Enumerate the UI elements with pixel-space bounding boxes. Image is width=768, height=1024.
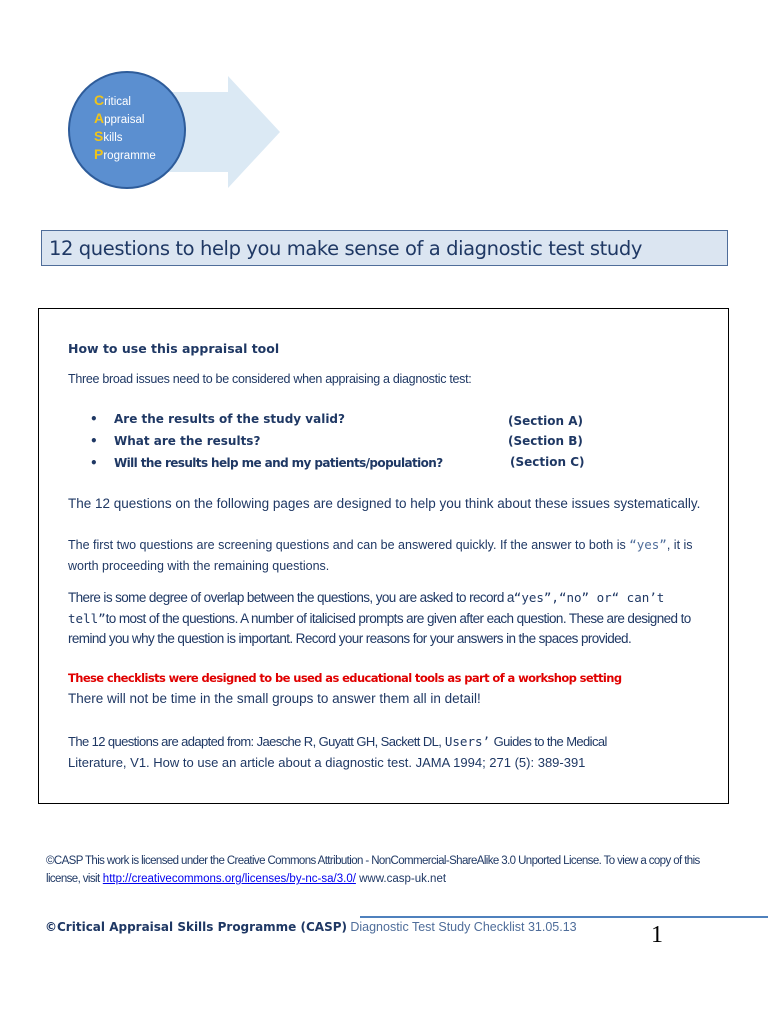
issue-label: What are the results? bbox=[114, 434, 261, 448]
intro-text: Three broad issues need to be considered when appraising a diagnostic test: bbox=[68, 372, 472, 386]
paragraph-time: There will not be time in the small groups to answer them all in detail! bbox=[68, 691, 481, 706]
license-text: ©CASP This work is licensed under the Creative Commons Attribution - NonCommercial-ShareAlike 3.0 Unported License. To view a copy of this license, visit bbox=[46, 855, 700, 885]
issue-label: Are the results of the study valid? bbox=[114, 412, 345, 426]
paragraph-overlap: There is some degree of overlap between the questions, you are asked to record a“yes”,“no” or“ can’t tell”to most of the questions. A number of italicised prompts are given after each question. These are designed to remind you why the question is important. Record your reasons for your answers in the spaces provided. bbox=[68, 590, 691, 646]
workshop-warning: These checklists were designed to be used as educational tools as part of a workshop setting bbox=[68, 671, 622, 685]
footer-org: ©Critical Appraisal Skills Programme (CASP) bbox=[45, 920, 347, 934]
paragraph-systematic: The 12 questions on the following pages are designed to help you think about these issues systematically. bbox=[68, 496, 701, 511]
footer-divider bbox=[360, 916, 768, 918]
footer-doc-title: Diagnostic Test Study Checklist 31.05.13 bbox=[350, 920, 577, 934]
footer bbox=[45, 920, 577, 934]
section-c-label: (Section C) bbox=[510, 455, 585, 469]
bullet-icon: • bbox=[90, 456, 98, 470]
page-title: 12 questions to help you make sense of a diagnostic test study bbox=[41, 230, 728, 266]
paragraph-screening: The first two questions are screening questions and can be answered quickly. If the answer to both is “yes”, it is worth proceeding with the remaining questions. bbox=[68, 537, 693, 573]
logo-line-critical: Critical bbox=[94, 92, 131, 108]
how-to-heading: How to use this appraisal tool bbox=[68, 341, 280, 356]
logo-wordmark bbox=[94, 92, 156, 164]
license-notice bbox=[46, 852, 726, 888]
section-b-label: (Section B) bbox=[508, 434, 583, 448]
website-text: www.casp-uk.net bbox=[359, 873, 447, 885]
page-number: 1 bbox=[651, 922, 663, 948]
casp-logo bbox=[60, 70, 290, 200]
logo-line-appraisal: Appraisal bbox=[94, 110, 145, 126]
appraisal-instructions-panel bbox=[38, 308, 729, 804]
issue-label: Will the results help me and my patients/population? bbox=[114, 456, 443, 470]
bullet-icon: • bbox=[90, 412, 98, 426]
license-link[interactable]: http://creativecommons.org/licenses/by-nc-sa/3.0/ bbox=[102, 873, 356, 885]
logo-line-programme: Programme bbox=[94, 146, 156, 162]
paragraph-adapted: The 12 questions are adapted from: Jaesche R, Guyatt GH, Sackett DL, Users’ Guides to the Medical Literature, V1. How to use an article about a diagnostic test. JAMA 1994; 271 (5): 389-391 bbox=[68, 734, 607, 770]
section-a-label: (Section A) bbox=[508, 414, 583, 428]
bullet-icon: • bbox=[90, 434, 98, 448]
logo-line-skills: Skills bbox=[94, 128, 123, 144]
